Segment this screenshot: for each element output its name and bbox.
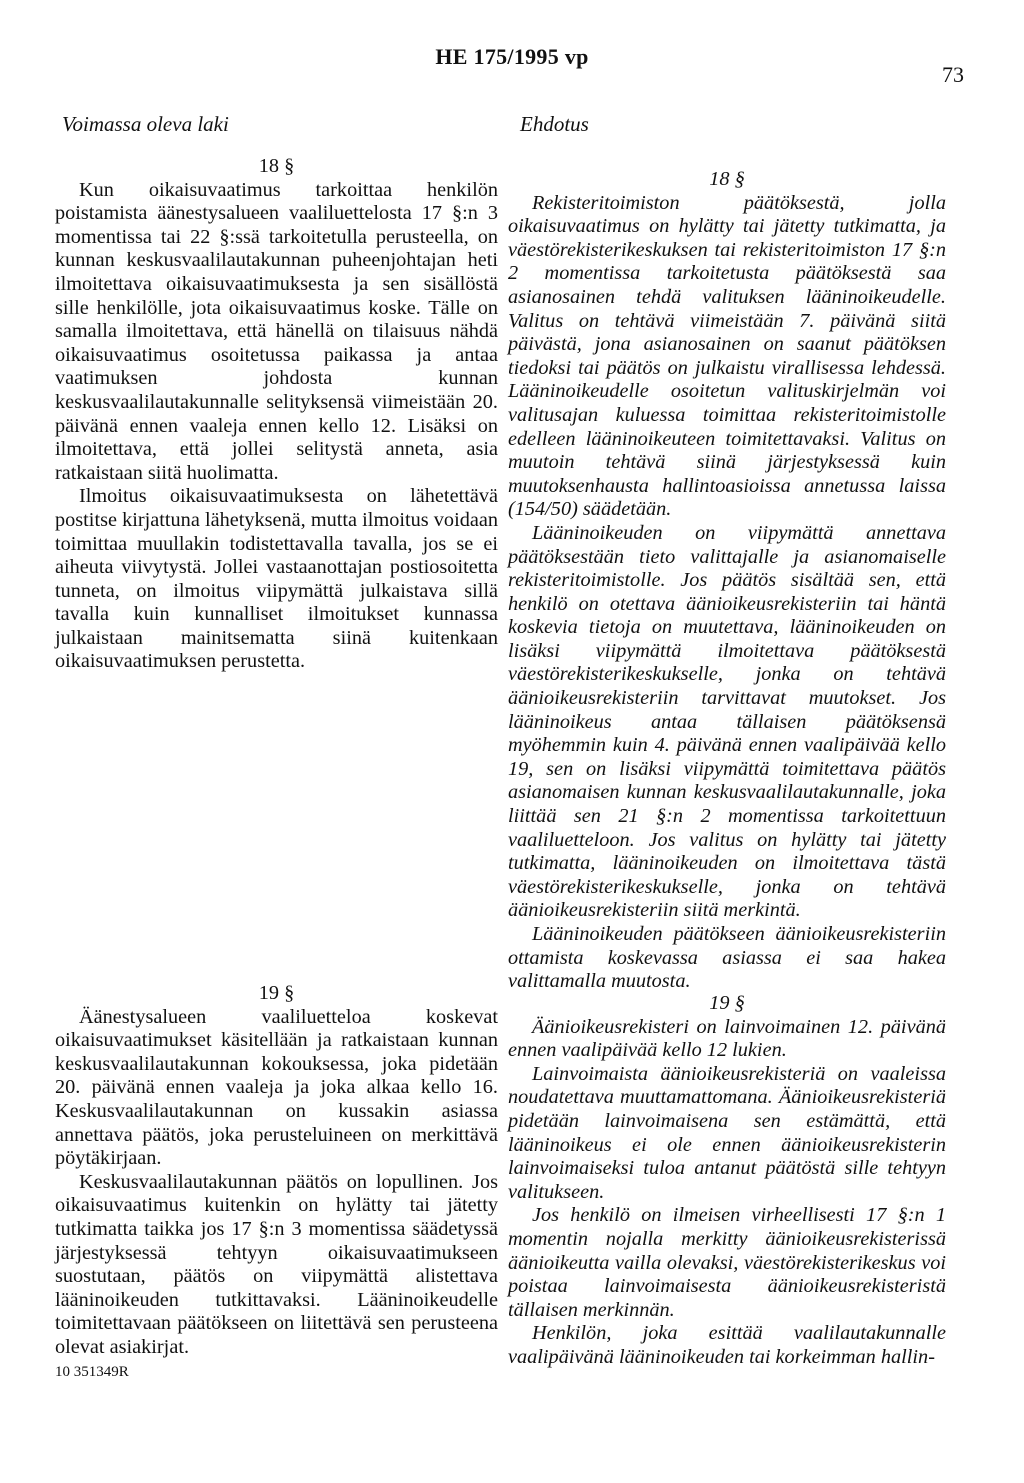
left-s18-paragraph-2: Ilmoitus oikaisuvaatimuksesta on lähetettävä postitse kirjattuna lähetyksenä, mutta ilmoitus voidaan toimittaa muullakin todistettavalla tavalla, jos se ei aiheuta viivytystä. Jollei vastaanottajan postiosoitetta tunneta, on ilmoitus viipymättä julkaistava sillä tavalla kuin kunnalliset ilmoitukset kunnassa julkaistaan mainitsematta siinä kuitenkaan oikaisuvaatimuksen perustetta. — [55, 485, 498, 673]
right-s19-paragraph-1: Äänioikeusrekisteri on lainvoimainen 12. päivänä ennen vaalipäivää kello 12 lukien. — [508, 1015, 946, 1062]
right-s18-paragraph-3: Lääninoikeuden päätökseen äänioikeusrekisteriin ottamista koskevassa asiassa ei saa hakea valittamalla muutosta. — [508, 923, 946, 993]
right-section-19 — [508, 992, 946, 1370]
page-number: 73 — [942, 62, 964, 87]
right-s18-paragraph-2: Lääninoikeuden on viipymättä annettava päätöksestään tieto valittajalle ja asianomaiselle rekisteritoimistolle. Jos päätös sisältää sen, että henkilö on otettava äänioikeusrekisteriin tai häntä koskevia tietoja on muutettava, lääninoikeuden on lisäksi viipymättä ilmoitettava päätöksestä väestörekisterikeskukselle, jonka on tehtävä äänioikeusrekisteriin tarvittavat muutokset. Jos lääninoikeus antaa tällaisen päätöksensä myöhemmin kuin 4. päivänä ennen vaalipäivää kello 19, sen on lisäksi viipymättä toimitettava päätös asianomaisen kunnan keskusvaalilautakunnalle, joka liittää sen 21 §:n 2 momentissa tarkoitettuun vaaliluetteloon. Jos valitus on hylätty tai jätetty tutkimatta, lääninoikeuden on ilmoitettava tästä väestörekisterikeskukselle, jonka on tehtävä äänioikeusrekisteriin siitä merkintä. — [508, 521, 946, 922]
right-section-18-heading: 18 § — [709, 168, 745, 190]
footer-code: 10 351349R — [55, 1364, 129, 1380]
left-column-title: Voimassa oleva laki — [62, 112, 229, 136]
right-column-title: Ehdotus — [520, 112, 589, 136]
right-s19-paragraph-2: Lainvoimaista äänioikeusrekisteriä on vaaleissa noudatettava muuttamattomana. Äänioikeusrekisteriä pidetään lainvoimaisena sen estämättä, että lääninoikeus ei ole ennen äänioikeusrekisterin lainvoimaiseksi tuloa antanut päätöstä sille tehtyyn valitukseen. — [508, 1062, 946, 1203]
right-s19-paragraph-4: Henkilön, joka esittää vaalilautakunnalle vaalipäivänä lääninoikeuden tai korkeimman hallin- — [508, 1322, 946, 1368]
right-s19-paragraph-3: Jos henkilö on ilmeisen virheellisesti 17 §:n 1 momentin nojalla merkitty äänioikeusrekisterissä äänioikeutta vailla olevaksi, väestörekisterikeskus voi poistaa lainvoimaisesta äänioikeusrekisteristä tällaisen merkinnän. — [508, 1204, 946, 1321]
document-id: HE 175/1995 vp — [435, 44, 589, 69]
left-s19-paragraph-2: Keskusvaalilautakunnan päätös on lopullinen. Jos oikaisuvaatimus kuitenkin on hylätty tai jätetty tutkimatta taikka jos 17 §:n 3 momentissa säädetyssä järjestyksessä tehtyyn oikaisuvaatimukseen suostutaan, päätös on viipymättä alistettava lääninoikeuden tutkittavaksi. Lääninoikeudelle toimitettavaan päätökseen on liitettävä sen perusteena olevat asiakirjat. — [55, 1170, 498, 1358]
left-section-19 — [55, 982, 498, 1360]
left-s19-paragraph-1: Äänestysalueen vaaliluetteloa koskevat oikaisuvaatimukset käsitellään ja ratkaistaan kunnan keskusvaalilautakunnan kokouksessa, joka pidetään 20. päivänä ennen vaaleja ja joka alkaa kello 16. Keskusvaalilautakunnan on kussakin asiassa annettava päätös, joka perusteluineen on merkittävä pöytäkirjaan. — [55, 1005, 498, 1170]
left-s18-paragraph-1: Kun oikaisuvaatimus tarkoittaa henkilön poistamista äänestysalueen vaaliluettelosta 17 §:n 3 momentissa tai 22 §:ssä tarkoitetulla perusteella, on kunnan keskusvaalilautakunnan puheenjohtajan heti ilmoitettava oikaisuvaatimuksesta ja sen sisällöstä sille henkilölle, jota oikaisuvaatimus koske. Tälle on samalla ilmoitettava, että hänellä on tilaisuus nähdä oikaisuvaatimus osoitetussa paikassa ja antaa vaatimuksen johdosta kunnan keskusvaalilautakunnalle selityksensä viimeistään 20. päivänä ennen vaaleja ennen kello 12. Lisäksi on ilmoitettava, että jollei selitystä anneta, asia ratkaistaan siitä huolimatta. — [55, 178, 498, 484]
right-s18-paragraph-1: Rekisteritoimiston päätöksestä, jolla oikaisuvaatimus on hylätty tai jätetty tutkimatta, ja väestörekisterikeskuksen tai rekisteritoimiston 17 §:n 2 momentissa tarkoitetusta päätöksestä saa asianosainen tehdä valituksen lääninoikeudelle. Valitus on tehtävä viimeistään 7. päivänä siitä päivästä, jona asianosainen on saanut päätöksen tiedoksi tai päätös on julkaistu virallisessa lehdessä. Lääninoikeudelle osoitetun valituskirjelmän voi valitusajan kuluessa toimittaa rekisteritoimistolle edelleen lääninoikeuteen toimitettavaksi. Valitus on muutoin tehtävä siinä järjestyksessä kuin muutoksenhausta hallintoasioissa annetussa laissa (154/50) säädetään. — [508, 191, 946, 521]
left-section-18-heading: 18 § — [258, 155, 295, 177]
left-section-19-heading: 19 § — [258, 982, 295, 1004]
right-section-19-heading: 19 § — [709, 992, 745, 1014]
right-section-18 — [508, 168, 946, 994]
left-section-18 — [55, 155, 498, 674]
